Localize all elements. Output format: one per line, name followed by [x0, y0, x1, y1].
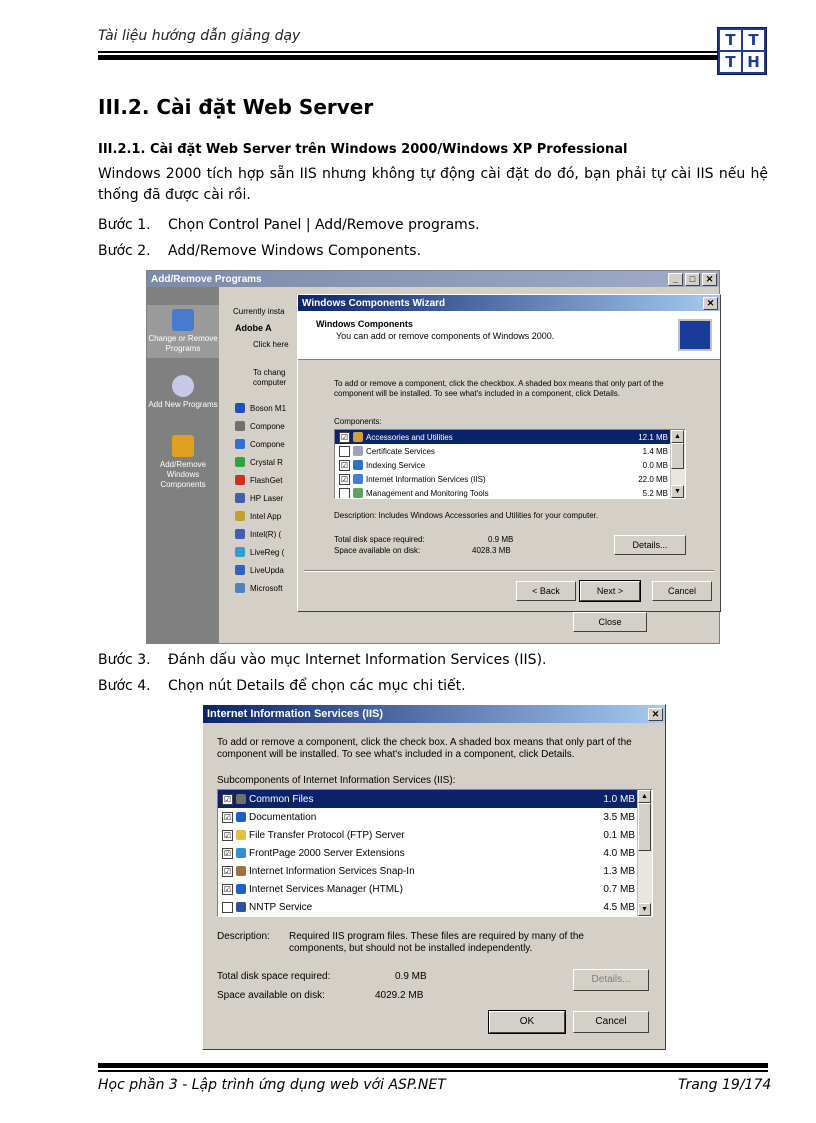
component-icon — [353, 432, 363, 442]
component-icon — [353, 446, 363, 456]
item-size: 22.0 MB — [638, 474, 668, 484]
desc-label: Description: — [217, 931, 270, 942]
component-icon — [353, 488, 363, 498]
component-icon — [353, 474, 363, 484]
component-icon — [236, 866, 246, 876]
wc-description: To add or remove a component, click the checkbox. A shaded box means that only part of the component will be installed. To see what's included in a component, click Details. — [334, 379, 664, 398]
checkbox[interactable]: ☑ — [340, 460, 349, 470]
windows-logo-icon — [678, 319, 712, 351]
item-size: 5.2 MB — [642, 488, 668, 498]
item-name: Common Files — [249, 793, 314, 805]
add-remove-programs-window — [146, 270, 720, 644]
close-button[interactable]: ✕ — [702, 273, 717, 286]
iis-title: Internet Information Services (IIS) — [207, 708, 384, 720]
step-3 — [98, 652, 547, 668]
cancel-button[interactable]: Cancel — [652, 581, 712, 601]
item-name: Accessories and Utilities — [366, 432, 453, 442]
logo — [717, 27, 767, 75]
sidebar-item-add-new[interactable]: Add New Programs — [147, 375, 219, 410]
windows-components-icon — [172, 435, 194, 457]
checkbox[interactable]: ☑ — [340, 432, 349, 442]
item-name: Internet Information Services Snap-In — [249, 865, 415, 877]
program-item[interactable]: LiveUpda — [235, 565, 284, 575]
sidebar-item-windows-components[interactable]: Add/Remove Windows Components — [147, 435, 219, 490]
space-available-value: 4028.3 MB — [472, 546, 511, 555]
item-name: File Transfer Protocol (FTP) Server — [249, 829, 405, 841]
item-name: Certificate Services — [366, 446, 435, 456]
item-name: NNTP Service — [249, 901, 313, 913]
program-item[interactable]: Boson M1 — [235, 403, 286, 413]
step-number: Bước 4. — [98, 678, 151, 694]
currently-installed-label: Currently insta — [233, 307, 285, 316]
logo-letter: T — [743, 30, 764, 50]
item-size: 1.4 MB — [642, 446, 668, 456]
header-rule-thick — [98, 55, 718, 60]
iis-titlebar — [203, 705, 665, 723]
iis-dialog — [202, 704, 666, 1050]
item-size: 0.7 MB — [603, 883, 635, 895]
checkbox[interactable]: ☑ — [340, 474, 349, 484]
program-item[interactable]: Compone — [235, 421, 285, 431]
sidebar — [147, 287, 219, 643]
program-item[interactable]: LiveReg ( — [235, 547, 284, 557]
wc-subheading: You can add or remove components of Windows 2000. — [336, 331, 555, 341]
scroll-down-icon[interactable]: ▼ — [638, 903, 651, 916]
ok-button[interactable]: OK — [489, 1011, 565, 1033]
step-number: Bước 1. — [98, 217, 151, 233]
step-text: Add/Remove Windows Components. — [168, 243, 422, 259]
component-icon — [236, 884, 246, 894]
logo-letter: T — [720, 52, 741, 72]
wizard-close-button[interactable]: ✕ — [703, 297, 718, 310]
item-name: Indexing Service — [366, 460, 426, 470]
component-icon — [236, 812, 246, 822]
item-size: 4.5 MB — [603, 901, 635, 913]
item-size: 0.0 MB — [642, 460, 668, 470]
iis-close-button[interactable]: ✕ — [648, 708, 663, 721]
list-item[interactable] — [218, 790, 638, 808]
checkbox[interactable] — [222, 902, 233, 913]
step-text: Chọn nút Details để chọn các mục chi tiết. — [168, 678, 466, 694]
step-text: Chọn Control Panel | Add/Remove programs. — [168, 217, 480, 233]
total-disk-label: Total disk space required: — [217, 971, 331, 982]
checkbox[interactable]: ☑ — [223, 812, 232, 822]
sidebar-item-change-remove[interactable]: Change or Remove Programs — [147, 305, 219, 358]
section-subtitle: III.2.1. Cài đặt Web Server trên Windows 2000/Windows XP Professional — [98, 142, 628, 157]
outer-titlebar — [147, 271, 719, 287]
space-available-label: Space available on disk: — [334, 546, 421, 555]
header-title: Tài liệu hướng dẫn giảng dạy — [98, 28, 301, 44]
intro-paragraph: Windows 2000 tích hợp sẵn IIS nhưng không tự động cài đặt do đó, bạn phải tự cài IIS nếu hệ thống đã được cài rồi. — [98, 166, 768, 203]
component-icon — [236, 794, 246, 804]
details-button[interactable]: Details... — [614, 535, 686, 555]
item-size: 3.5 MB — [603, 811, 635, 823]
total-disk-label: Total disk space required: — [334, 535, 425, 544]
back-button[interactable]: < Back — [516, 581, 576, 601]
scroll-down-icon[interactable]: ▼ — [671, 485, 684, 498]
program-item[interactable]: FlashGet — [235, 475, 282, 485]
cd-icon — [172, 375, 194, 397]
scroll-up-icon[interactable]: ▲ — [638, 790, 651, 803]
footer-rule-thick — [98, 1063, 768, 1068]
list-item[interactable] — [218, 862, 638, 880]
checkbox[interactable]: ☑ — [223, 830, 232, 840]
space-available-value: 4029.2 MB — [375, 990, 424, 1001]
item-size: 12.1 MB — [638, 432, 668, 442]
checkbox[interactable]: ☑ — [223, 794, 232, 804]
cancel-button[interactable]: Cancel — [573, 1011, 649, 1033]
maximize-button[interactable]: □ — [685, 273, 700, 286]
components-wizard-dialog — [297, 294, 721, 612]
minimize-button[interactable]: _ — [668, 273, 683, 286]
program-item[interactable]: HP Laser — [235, 493, 283, 503]
logo-letter: T — [720, 30, 741, 50]
to-change-text: To chang — [253, 368, 286, 377]
component-description: Description: Includes Windows Accessories and Utilities for your computer. — [334, 511, 599, 520]
list-item[interactable] — [218, 808, 638, 826]
program-item[interactable]: Intel(R) ( — [235, 529, 281, 539]
step-1 — [98, 217, 480, 233]
item-size: 0.1 MB — [603, 829, 635, 841]
wizard-banner — [298, 311, 720, 360]
scroll-up-icon[interactable]: ▲ — [671, 430, 684, 443]
components-label: Components: — [334, 417, 382, 426]
checkbox[interactable]: ☑ — [223, 848, 232, 858]
item-name: Internet Services Manager (HTML) — [249, 883, 403, 895]
wc-heading: Windows Components — [316, 319, 413, 329]
wizard-title: Windows Components Wizard — [302, 297, 446, 309]
list-item[interactable] — [335, 472, 671, 486]
click-here-text: Click here — [253, 340, 289, 349]
item-size: 4.0 MB — [603, 847, 635, 859]
space-available-label: Space available on disk: — [217, 990, 325, 1001]
computer-text: computer — [253, 378, 287, 387]
list-item[interactable] — [335, 486, 671, 499]
component-icon — [353, 460, 363, 470]
total-disk-value: 0.9 MB — [488, 535, 514, 544]
checkbox[interactable]: ☑ — [223, 884, 232, 894]
program-item[interactable]: Intel App — [235, 511, 281, 521]
item-size: 1.3 MB — [603, 865, 635, 877]
list-item[interactable] — [335, 458, 671, 472]
list-item[interactable] — [335, 430, 671, 444]
item-name: Documentation — [249, 811, 317, 823]
subcomponents-list[interactable] — [217, 789, 653, 917]
outer-title: Add/Remove Programs — [151, 273, 262, 285]
item-size: 1.0 MB — [603, 793, 635, 805]
program-item[interactable]: Compone — [235, 439, 285, 449]
iis-description: To add or remove a component, click the check box. A shaded box means that only part of the component will be installed. To see what's included in a component, click Details. — [217, 737, 632, 760]
checkbox[interactable] — [339, 446, 350, 457]
item-name: Internet Information Services (IIS) — [366, 474, 486, 484]
list-item[interactable] — [218, 880, 638, 898]
step-text: Đánh dấu vào mục Internet Information Services (IIS). — [168, 652, 547, 668]
total-disk-value: 0.9 MB — [395, 971, 427, 982]
list-item[interactable] — [218, 898, 638, 916]
details-button[interactable]: Details... — [573, 969, 649, 991]
section-title: III.2. Cài đặt Web Server — [98, 95, 374, 119]
adobe-entry: Adobe A — [235, 323, 272, 333]
list-item[interactable] — [218, 844, 638, 862]
close-programs-button[interactable]: Close — [573, 612, 647, 632]
checkbox[interactable] — [339, 488, 350, 499]
desc-text: Required IIS program files. These files are required by many of the components, but should not be installed independently. — [289, 931, 584, 954]
scroll-thumb[interactable] — [671, 443, 684, 469]
step-4 — [98, 678, 466, 694]
footer-rule — [98, 1070, 768, 1072]
scrollbar[interactable] — [670, 430, 685, 498]
item-name: Management and Monitoring Tools — [366, 488, 489, 498]
item-name: FrontPage 2000 Server Extensions — [249, 847, 405, 859]
subcomponents-label: Subcomponents of Internet Information Services (IIS): — [217, 775, 456, 786]
footer-left: Học phần 3 - Lập trình ứng dụng web với ASP.NET — [98, 1077, 446, 1093]
scroll-thumb[interactable] — [638, 803, 651, 851]
component-icon — [236, 830, 246, 840]
step-number: Bước 2. — [98, 243, 151, 259]
step-number: Bước 3. — [98, 652, 151, 668]
checkbox[interactable]: ☑ — [223, 866, 232, 876]
header-rule — [98, 51, 718, 53]
scrollbar[interactable] — [637, 790, 652, 916]
wizard-titlebar — [298, 295, 720, 311]
next-button[interactable]: Next > — [580, 581, 640, 601]
footer-right: Trang 19/174 — [678, 1077, 772, 1093]
program-item[interactable]: Crystal R — [235, 457, 283, 467]
list-item[interactable] — [218, 826, 638, 844]
components-list[interactable] — [334, 429, 686, 499]
component-icon — [236, 848, 246, 858]
program-item[interactable]: Microsoft — [235, 583, 282, 593]
logo-letter: H — [743, 52, 764, 72]
change-remove-icon — [172, 309, 194, 331]
list-item[interactable] — [335, 444, 671, 458]
component-icon — [236, 902, 246, 912]
step-2 — [98, 243, 421, 259]
